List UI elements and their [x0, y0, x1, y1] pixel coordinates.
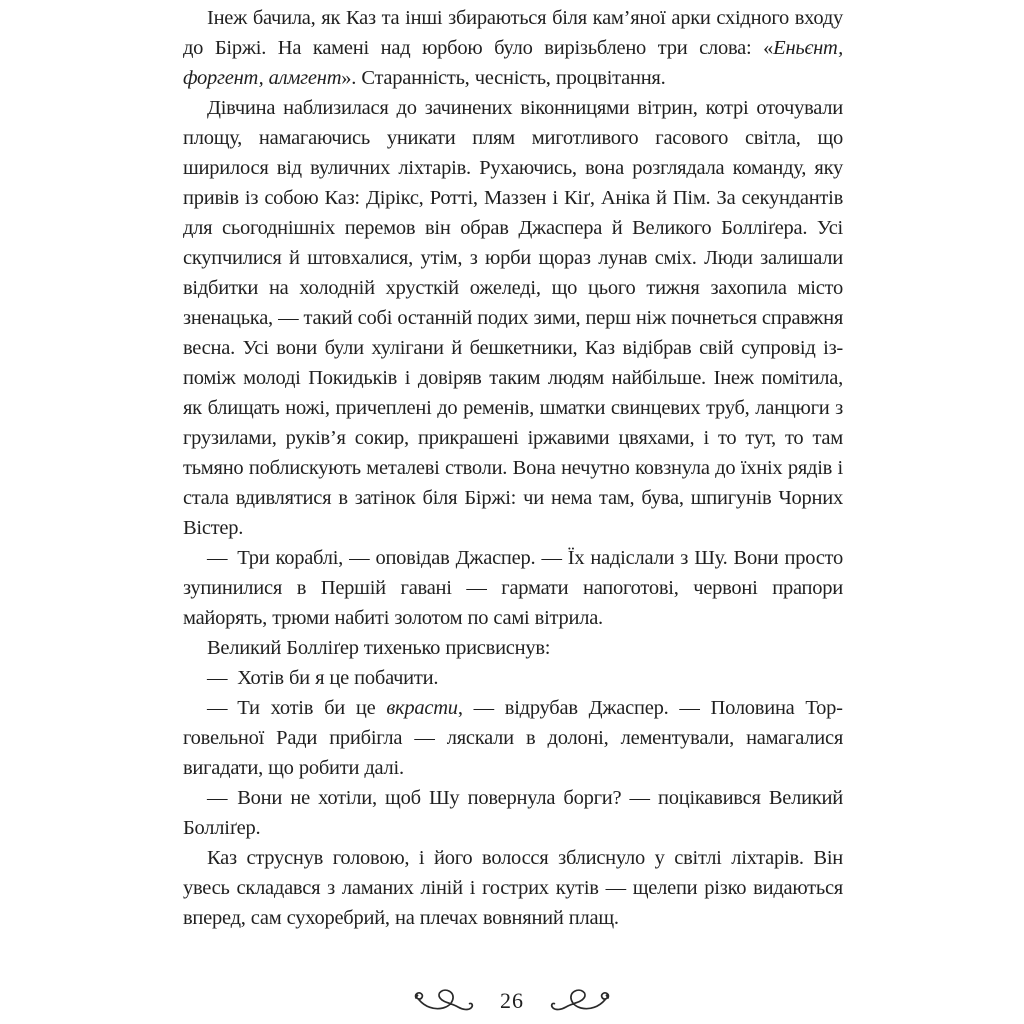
text-run: — Хотів би я це побачити.: [207, 667, 439, 689]
page-number: 26: [500, 988, 524, 1013]
paragraph: [183, 783, 843, 843]
text-run: — Вони не хотіли, щоб Шу повернула борги? — поцікавився Великий Болліґер.: [183, 787, 843, 839]
text-run: — Три кораблі, — оповідав Джаспер. — Їх надіслали з Шу. Вони просто зупинилися в Першій гавані — гармати напоготові, червоні прапори майорять, трюми набиті золотом по самі вітрила.: [183, 547, 843, 629]
paragraph: [183, 93, 843, 543]
italic-text: Еньєнт, форгент, алмгент: [183, 37, 843, 89]
text-run: Великий Болліґер тихенько присвиснув:: [207, 637, 551, 659]
text-run: — Ти хотів би це: [207, 697, 387, 719]
page-footer: [0, 982, 1024, 1020]
italic-text: вкрасти: [386, 697, 458, 719]
paragraph: [183, 3, 843, 93]
text-run: Інеж бачила, як Каз та інші збираються біля кам’яної арки східного входу до Біржі. На камені над юрбою було вирізьблено три слова: «: [183, 7, 843, 59]
paragraph: [183, 663, 843, 693]
paragraph: [183, 543, 843, 633]
text-run: Каз струснув головою, і його волосся зблиснуло у світлі ліхтарів. Він увесь складався з ламаних ліній і гострих кутів — щелепи різко видаються вперед, сам сухоребрий, на плечах вовняний плащ.: [183, 847, 843, 929]
paragraph: [183, 633, 843, 663]
flourish-right-icon: [538, 986, 614, 1016]
paragraph: [183, 693, 843, 783]
paragraph: [183, 843, 843, 933]
text-run: Дівчина наблизилася до зачинених віконницями вітрин, котрі оточували площу, намагаючись уникати плям миготливого гасового світла, що ширилося від вуличних ліхтарів. Рухаючись, вона розглядала команду, яку привів із собою Каз: Дірікс, Ротті, Маззен і Кіґ, Аніка й Пім. За секундантів для сьогоднішніх перемов він обрав Джаспера й Великого Болліґера. Усі скупчилися й штовхалися, утім, з юрби щораз лунав сміх. Люди залишали відбитки на холодній хрусткій ожеледі, що цього тижня захопила місто зненацька, — такий собі останній подих зими, перш ніж почнеться справжня весна. Усі вони були хулігани й бешкетники, Каз відібрав свій супровід із-поміж молоді Покидьків і довіряв таким людям найбільше. Інеж помітила, як блищать ножі, причеплені до ременів, шматки свинцевих труб, ланцюги з грузилами, руків’я сокир, прикрашені іржавими цвяхами, і то тут, то там тьмяно поблискують металеві стволи. Вона нечутно ковзнула до їхніх рядів і стала вдивлятися в затінок біля Біржі: чи нема там, бува, шпигунів Чорних Вістер.: [183, 97, 843, 539]
flourish-left-icon: [410, 986, 486, 1016]
text-run: , — відрубав Джаспер. — Половина Торговельної Ради прибігла — ляскали в долоні, лементували, намагалися вигадати, що робити далі.: [183, 697, 843, 779]
text-run: ». Старанність, чесність, процвітання.: [341, 67, 666, 89]
page-text: [183, 3, 843, 933]
